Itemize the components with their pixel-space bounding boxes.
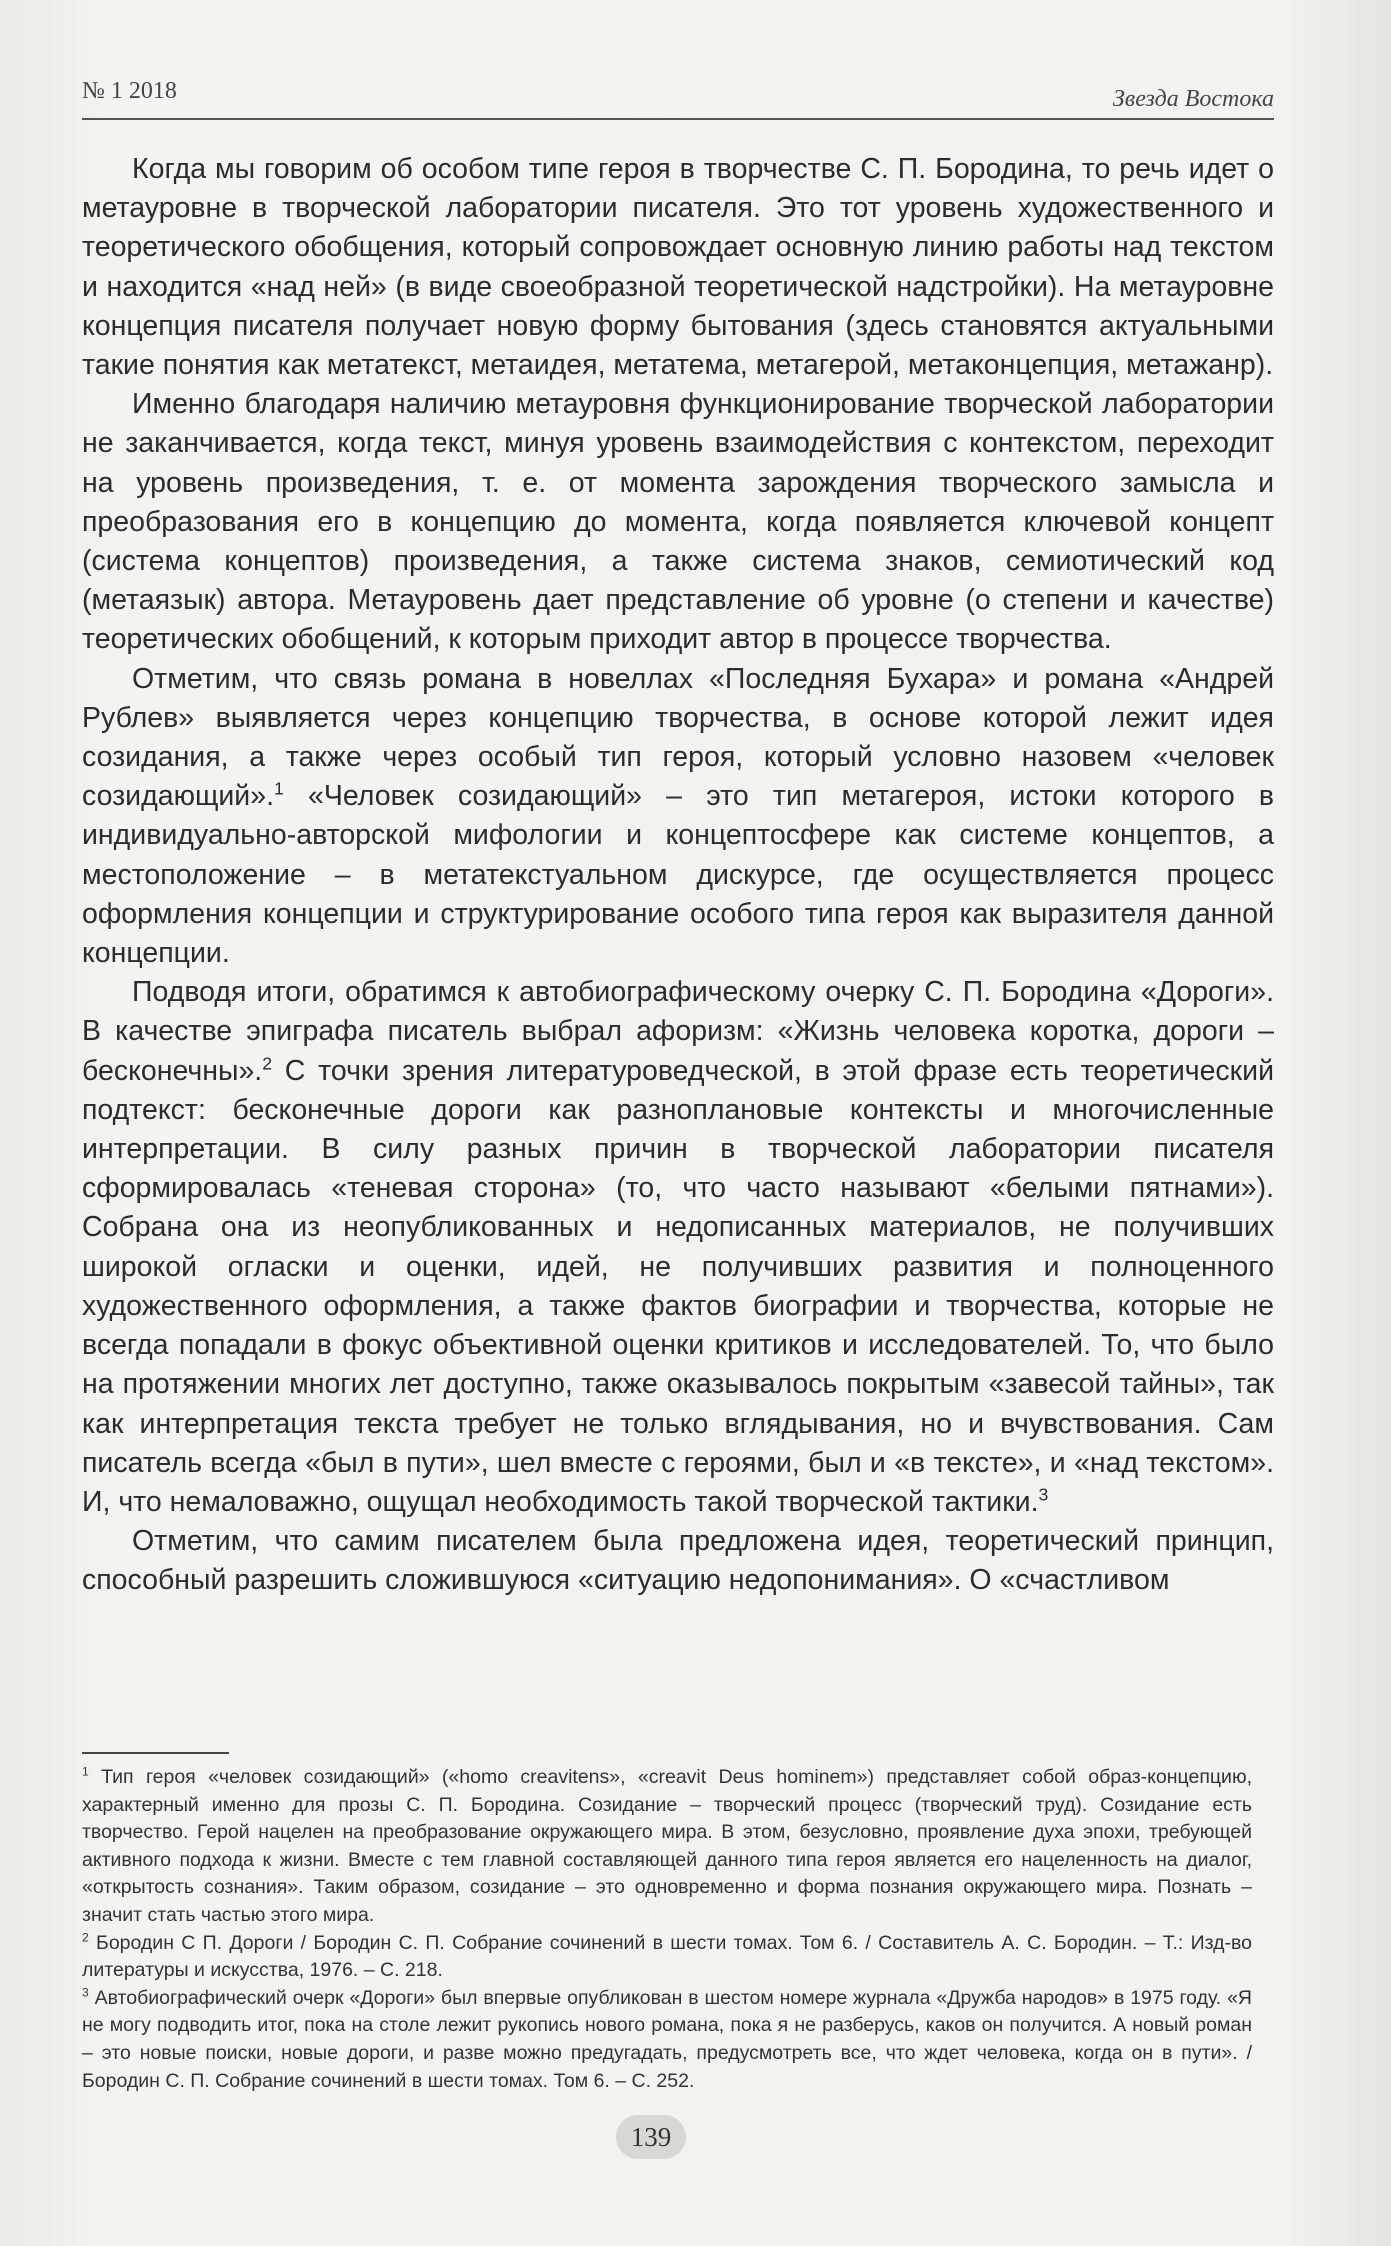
paragraph-4-text-a: Подводя итоги, обратимся к автобиографическому очерку С. П. Бородина «Дороги». В качестве эпиграфа писатель выбрал афоризм: «Жизнь человека коротка, дороги – бесконечны». xyxy=(82,976,1274,1087)
paragraph-1: Когда мы говорим об особом типе героя в творчестве С. П. Бородина, то речь идет о метауровне в творческой лаборатории писателя. Это тот уровень художественного и теоретического обобщения, который сопровождает основную линию работы над текстом и находится «над ней» (в виде своеобразной теоретической надстройки). На метауровне концепция писателя получает новую форму бытования (здесь становятся актуальными такие понятия как метатекст, метаидея, метатема, метагерой, метаконцепция, метажанр). xyxy=(82,153,1274,382)
paragraph-3 xyxy=(82,660,1274,974)
journal-title: Звезда Востока xyxy=(1112,86,1274,112)
footnote-ref-3[interactable]: 3 xyxy=(1038,1484,1049,1505)
footnote-2 xyxy=(82,1930,1252,1985)
footnote-ref-2[interactable]: 2 xyxy=(262,1053,273,1074)
footnote-2-text: Бородин С П. Дороги / Бородин С. П. Собрание сочинений в шести томах. Том 6. / Составитель А. С. Бородин. – Т.: Изд-во литературы и искусства, 1976. – С. 218. xyxy=(82,1931,1252,1982)
footnote-3-number: 3 xyxy=(82,1985,89,2000)
footnote-rule xyxy=(82,1752,229,1754)
footnote-ref-1[interactable]: 1 xyxy=(274,778,284,799)
paragraph-4 xyxy=(82,973,1274,1522)
header-rule xyxy=(82,118,1274,120)
running-header xyxy=(82,72,1274,112)
paragraph-4-text-b: С точки зрения литературоведческой, в этой фразе есть теоретический подтекст: бесконечные дороги как разноплановые контексты и многочисленные интерпретации. В силу разных причин в творческой лаборатории писателя сформировалась «теневая сторона» (то, что часто называют «белыми пятнами»). Собрана она из неопубликованных и недописанных материалов, не получивших широкой огласки и оценки, идей, не получивших развития и полноценного художественного оформления, а также фактов биографии и творчества, которые не всегда попадали в фокус объективной оценки критиков и исследователей. То, что было на протяжении многих лет доступно, также оказывалось покрытым «завесой тайны», так как интерпретация текста требует не только вглядывания, но и вчувствования. Сам писатель всегда «был в пути», шел вместе с героями, был и «в тексте», и «над текстом». И, что немаловажно, ощущал необходимость такой творческой тактики. xyxy=(82,1054,1274,1518)
page-number: 139 xyxy=(616,2115,686,2159)
footnote-1-text: Тип героя «человек созидающий» («homo creavitens», «creavit Deus hominem») представляет собой образ-концепцию, характерный именно для прозы С. П. Бородина. Созидание – творческий процесс (творческий труд). Созидание есть творчество. Герой нацелен на преобразование окружающего мира. В этом, безусловно, проявление духа эпохи, требующей активного подхода к жизни. Вместе с тем главной составляющей данного типа героя является его нацеленность на диалог, «открытость сознания». Таким образом, созидание – это одновременно и форма познания окружающего мира. Познать – значит стать частью этого мира. xyxy=(82,1766,1252,1926)
footnote-3-text: Автобиографический очерк «Дороги» был впервые опубликован в шестом номере журнала «Дружба народов» в 1975 году. «Я не могу подводить итог, пока на столе лежит рукопись нового романа, пока я не разберусь, каков он получится. А новый роман – это новые поиски, новые дороги, и разве можно предугадать, предусмотреть все, что ждет человека, когда он в пути». / Бородин С. П. Собрание сочинений в шести томах. Том 6. – С. 252. xyxy=(82,1986,1252,2092)
paragraph-3-text-b: «Человек созидающий» – это тип метагероя, истоки которого в индивидуально-авторской мифологии и концептосфере как системе концептов, а местоположение – в метатекстуальном дискурсе, где осуществляется процесс оформления концепции и структурирование особого типа героя как выразителя данной концепции. xyxy=(82,780,1274,970)
footnote-1-number: 1 xyxy=(82,1764,89,1779)
paragraph-2: Именно благодаря наличию метауровня функционирование творческой лаборатории не заканчивается, когда текст, минуя уровень взаимодействия с контекстом, переходит на уровень произведения, т. е. от момента зарождения творческого замысла и преобразования его в концепцию до момента, когда появляется ключевой концепт (система концептов) произведения, а также система знаков, семиотический код (метаязык) автора. Метауровень дает представление об уровне (о степени и качестве) теоретических обобщений, к которым приходит автор в процессе творчества. xyxy=(82,388,1274,656)
paragraph-5: Отметим, что самим писателем была предложена идея, теоретический принцип, способный разрешить сложившуюся «ситуацию недопонимания». О «счастливом xyxy=(82,1525,1274,1597)
footnotes xyxy=(82,1764,1252,2095)
footnote-3 xyxy=(82,1985,1252,2095)
footnote-1 xyxy=(82,1764,1252,1930)
main-text xyxy=(82,150,1274,1601)
issue-label: № 1 2018 xyxy=(82,78,177,104)
paragraph-3-text-a: Отметим, что связь романа в новеллах «Последняя Бухара» и романа «Андрей Рублев» выявляется через концепцию творчества, в основе которой лежит идея созидания, а также через особый тип героя, который условно назовем «человек созидающий». xyxy=(82,662,1274,813)
footnote-2-number: 2 xyxy=(82,1930,89,1945)
